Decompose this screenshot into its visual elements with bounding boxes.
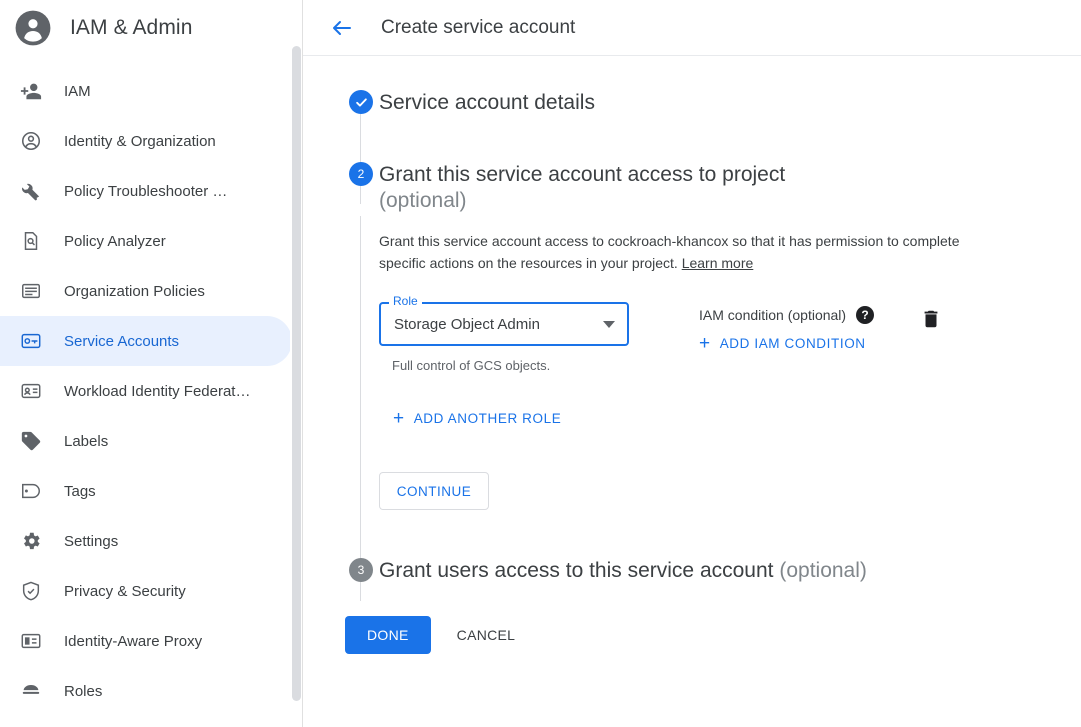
check-icon: [349, 90, 373, 114]
person-add-icon: [20, 80, 42, 102]
shield-icon: [20, 580, 42, 602]
arrow-back-icon[interactable]: [329, 15, 355, 41]
sidebar-item-workload-identity-federation[interactable]: [0, 366, 292, 416]
sidebar-item-tags[interactable]: [0, 466, 292, 516]
step-3-title-optional: (optional): [779, 559, 867, 582]
step-2-description: [379, 230, 979, 274]
help-icon[interactable]: ?: [856, 306, 874, 324]
sidebar-item-identity-aware-proxy[interactable]: [0, 616, 292, 666]
role-select-field: [379, 294, 629, 373]
sidebar-item-organization-policies[interactable]: [0, 266, 292, 316]
continue-button[interactable]: [379, 472, 489, 510]
label-icon: [20, 430, 42, 452]
sidebar-item-label: Service Accounts: [64, 332, 180, 350]
sidebar-item-iam[interactable]: [0, 66, 292, 116]
iam-condition-label-row: [699, 306, 874, 324]
sidebar-item-label: Identity & Organization: [64, 132, 216, 150]
document-search-icon: [20, 230, 42, 252]
id-card-icon: [20, 380, 42, 402]
sidebar-item-service-accounts[interactable]: [0, 316, 292, 366]
add-another-role-button[interactable]: [393, 409, 561, 428]
learn-more-link[interactable]: Learn more: [681, 255, 754, 271]
role-select-value: Storage Object Admin: [394, 315, 540, 333]
sidebar-item-roles[interactable]: [0, 666, 292, 716]
sidebar-scrollbar-thumb[interactable]: [292, 46, 301, 701]
plus-icon: +: [699, 333, 711, 354]
role-select-label: Role: [389, 294, 422, 308]
proxy-icon: [20, 630, 42, 652]
wizard-footer: [303, 616, 1081, 654]
service-account-icon: [20, 330, 42, 352]
step-3-title-text: Grant users access to this service account: [379, 559, 780, 582]
step-2-number: 2: [349, 162, 373, 186]
step-1-title: Service account details: [379, 91, 595, 114]
wrench-icon: [20, 180, 42, 202]
iam-condition-label: IAM condition (optional): [699, 307, 847, 323]
sidebar-item-label: Workload Identity Federat…: [64, 382, 251, 400]
add-another-role-label: ADD ANOTHER ROLE: [413, 411, 562, 426]
sidebar-item-label: IAM: [64, 82, 91, 100]
shield-person-icon: [14, 9, 52, 47]
sidebar-scrollbar[interactable]: [290, 0, 302, 727]
sidebar: [0, 0, 303, 727]
sidebar-item-label: Tags: [64, 482, 96, 500]
sidebar-item-identity-organization[interactable]: [0, 116, 292, 166]
sidebar-item-label: Policy Analyzer: [64, 232, 166, 250]
roles-icon: [20, 680, 42, 702]
step-2-marker: [349, 162, 373, 186]
step-3-marker: [349, 558, 373, 582]
step-3-number: 3: [349, 558, 373, 582]
sidebar-item-label: Settings: [64, 532, 119, 550]
sidebar-item-label: Policy Troubleshooter …: [64, 182, 228, 200]
iam-condition-column: [699, 302, 874, 353]
cancel-button[interactable]: CANCEL: [441, 616, 532, 654]
step-grant-users-access[interactable]: [303, 558, 1081, 584]
step-service-account-details[interactable]: [303, 90, 1081, 116]
main-panel: [303, 0, 1081, 727]
trash-icon: [920, 317, 942, 334]
step-2-title: [379, 162, 1081, 214]
sidebar-nav: [0, 66, 302, 716]
step-1-marker: [349, 90, 373, 114]
sidebar-item-policy-troubleshooter[interactable]: [0, 166, 292, 216]
sidebar-item-privacy-security[interactable]: [0, 566, 292, 616]
role-row: [379, 294, 1081, 373]
product-title: IAM & Admin: [70, 16, 193, 39]
account-circle-icon: [20, 130, 42, 152]
tag-icon: [20, 480, 42, 502]
chevron-down-icon: [603, 321, 615, 328]
page-header: [303, 0, 1081, 56]
add-iam-condition-label: ADD IAM CONDITION: [719, 336, 866, 351]
sidebar-item-policy-analyzer[interactable]: [0, 216, 292, 266]
page-title: Create service account: [381, 16, 576, 38]
sidebar-item-label: Identity-Aware Proxy: [64, 632, 203, 650]
sidebar-item-label: Privacy & Security: [64, 582, 186, 600]
list-icon: [20, 280, 42, 302]
step-2-description-text: Grant this service account access to cockroach-khancox so that it has permission to complete specific actions on the resources in your project.: [379, 233, 960, 271]
step-2-title-optional: (optional): [379, 189, 467, 212]
sidebar-header: [0, 0, 302, 56]
sidebar-item-labels[interactable]: [0, 416, 292, 466]
plus-icon: +: [393, 408, 405, 429]
continue-button-label: CONTINUE: [396, 483, 472, 499]
role-helper-text: Full control of GCS objects.: [392, 358, 551, 373]
delete-role-button[interactable]: [920, 302, 942, 335]
step-3-title: [379, 558, 1081, 584]
role-select[interactable]: [379, 302, 629, 346]
wizard-content: [303, 56, 1081, 654]
sidebar-item-label: Organization Policies: [64, 282, 205, 300]
step-grant-access: [303, 162, 1081, 510]
sidebar-item-settings[interactable]: [0, 516, 292, 566]
add-iam-condition-button[interactable]: [699, 334, 874, 353]
sidebar-item-label: Labels: [64, 432, 109, 450]
step-2-title-text: Grant this service account access to project: [379, 163, 786, 186]
gear-icon: [20, 530, 42, 552]
done-button[interactable]: DONE: [345, 616, 431, 654]
sidebar-item-label: Roles: [64, 682, 103, 700]
